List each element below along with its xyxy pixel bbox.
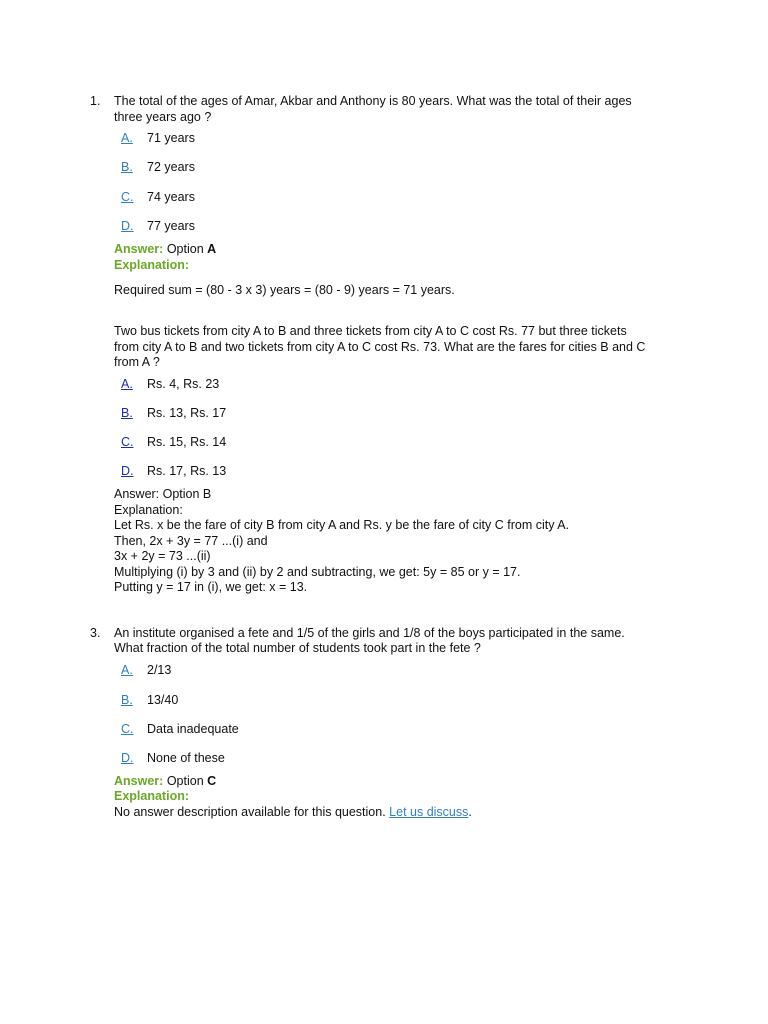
question-1-text-line-2: three years ago ? [114,110,212,124]
question-3-text-line-1: An institute organised a fete and 1/5 of the girls and 1/8 of the boys participated in the same. [114,626,625,640]
option-text: 2/13 [147,663,172,677]
question-2-text-line-3: from A ? [114,355,160,369]
question-2-text-line-2: from city A to B and two tickets from city A to C cost Rs. 73. What are the fares for cities B and C [114,340,646,354]
question-2-explanation-line-5: Putting y = 17 in (i), we get: x = 13. [114,580,308,594]
option-letter[interactable]: D. [121,464,134,478]
option-letter[interactable]: D. [121,219,134,233]
question-3-answer [114,774,216,789]
trailing-period: . [468,805,472,819]
question-2-explanation-line-2: Then, 2x + 3y = 77 ...(i) and [114,534,268,548]
option-letter[interactable]: A. [121,131,133,145]
option-letter[interactable]: C. [121,722,134,736]
option-letter[interactable]: B. [121,693,133,707]
question-1-text-line-1: The total of the ages of Amar, Akbar and Anthony is 80 years. What was the total of their ages [114,94,632,108]
question-2-explanation-line-3: 3x + 2y = 73 ...(ii) [114,549,211,563]
answer-label: Answer: [114,774,164,788]
discuss-link[interactable]: Let us discuss [389,805,469,819]
option-letter[interactable]: B. [121,160,133,174]
option-letter[interactable]: D. [121,751,134,765]
option-text: 77 years [147,219,195,233]
question-2-explanation-line-1: Let Rs. x be the fare of city B from city A and Rs. y be the fare of city C from city A. [114,518,570,532]
option-letter[interactable]: A. [121,377,133,391]
question-3-text-line-2: What fraction of the total number of students took part in the fete ? [114,641,481,655]
option-text: None of these [147,751,225,765]
question-1-number: 1. [90,94,101,108]
option-text: Rs. 13, Rs. 17 [147,406,227,420]
option-letter[interactable]: C. [121,435,134,449]
question-1-answer [114,242,216,257]
option-letter[interactable]: C. [121,190,134,204]
question-2-text-line-1: Two bus tickets from city A to B and three tickets from city A to C cost Rs. 77 but three tickets [114,324,627,338]
question-1-explanation: Required sum = (80 - 3 x 3) years = (80 - 9) years = 71 years. [114,283,455,297]
question-2-explanation-line-4: Multiplying (i) by 3 and (ii) by 2 and subtracting, we get: 5y = 85 or y = 17. [114,565,521,579]
question-1-explanation-label: Explanation: [114,258,190,272]
option-text: 72 years [147,160,195,174]
option-letter[interactable]: A. [121,663,133,677]
option-text: 74 years [147,190,195,204]
option-text: Rs. 17, Rs. 13 [147,464,227,478]
question-2-explanation-label: Explanation: [114,503,183,517]
answer-prefix: Option [166,242,204,256]
option-text: Rs. 4, Rs. 23 [147,377,220,391]
question-3-number: 3. [90,626,101,640]
question-3-explanation-label: Explanation: [114,789,190,803]
question-3-explanation [114,805,472,820]
answer-value: C [207,774,217,788]
question-2-answer: Answer: Option B [114,487,212,501]
explanation-text: No answer description available for this question. [114,805,386,819]
option-text: Data inadequate [147,722,239,736]
answer-value: A [207,242,217,256]
option-text: Rs. 15, Rs. 14 [147,435,227,449]
option-text: 71 years [147,131,195,145]
option-letter[interactable]: B. [121,406,133,420]
option-text: 13/40 [147,693,179,707]
answer-label: Answer: [114,242,164,256]
answer-prefix: Option [166,774,204,788]
